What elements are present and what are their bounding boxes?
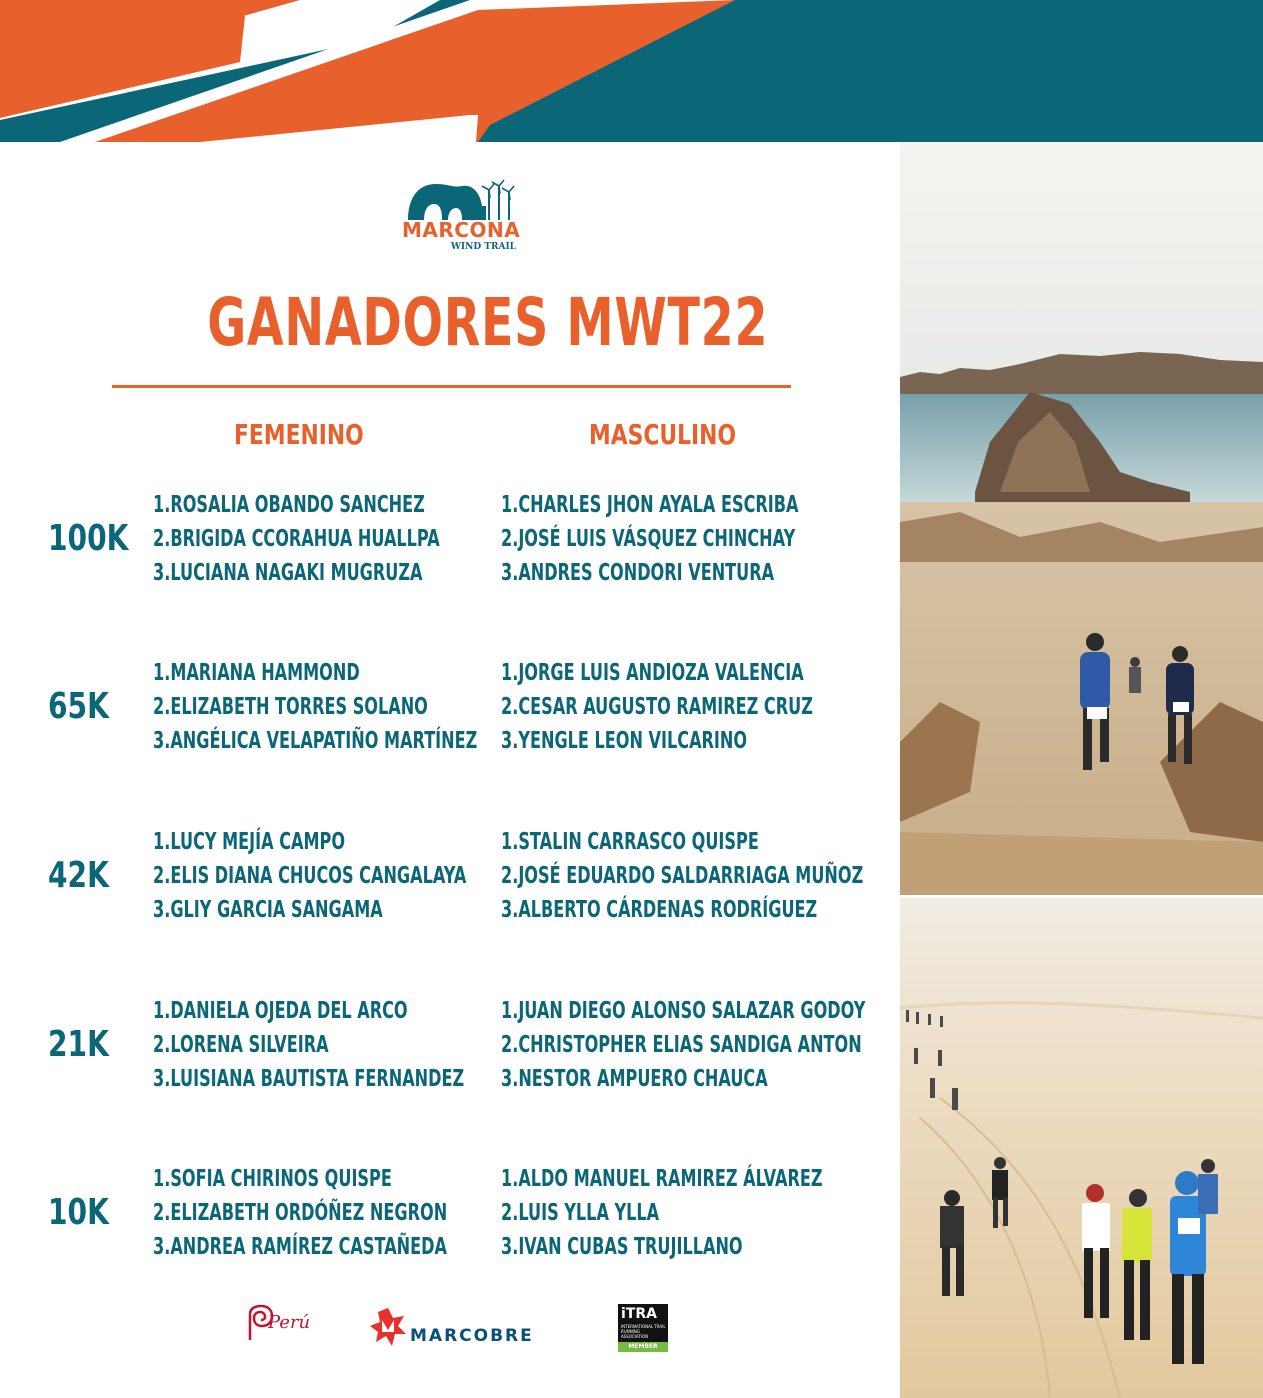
distance-label: 10K [48, 1192, 109, 1233]
list-item: 2.ELIS DIANA CHUCOS CANGALAYA [153, 863, 467, 889]
distance-label: 100K [48, 518, 129, 559]
marcona-logo-icon [402, 178, 522, 222]
list-item: 1.MARIANA HAMMOND [153, 660, 360, 686]
list-item: 2.CHRISTOPHER ELIAS SANDIGA ANTON [501, 1032, 862, 1058]
list-item: 2.ELIZABETH ORDÓÑEZ NEGRON [153, 1200, 448, 1226]
logo-name: MARCONA [402, 218, 521, 242]
list-item: 3.NESTOR AMPUERO CHAUCA [501, 1066, 768, 1092]
column-header-femenino: FEMENINO [234, 418, 364, 451]
header-stripes [0, 0, 1263, 142]
list-item: 2.JOSÉ EDUARDO SALDARRIAGA MUÑOZ [501, 863, 864, 889]
list-item: 1.STALIN CARRASCO QUISPE [501, 829, 759, 855]
list-item: 1.DANIELA OJEDA DEL ARCO [153, 998, 408, 1024]
desert-runners-photo [900, 898, 1263, 1398]
list-item: 2.LORENA SILVEIRA [153, 1032, 329, 1058]
list-item: 3.LUCIANA NAGAKI MUGRUZA [153, 560, 423, 586]
marcona-logo [402, 178, 522, 260]
list-item: 1.SOFIA CHIRINOS QUISPE [153, 1166, 392, 1192]
list-item: 1.JORGE LUIS ANDIOZA VALENCIA [501, 660, 804, 686]
list-item: 1.LUCY MEJÍA CAMPO [153, 829, 346, 855]
list-item: 3.ANGÉLICA VELAPATIÑO MARTÍNEZ [153, 728, 478, 754]
itra-logo-caption: INTERNATIONAL TRAIL RUNNING ASSOCIATION [621, 1324, 666, 1339]
title-divider [112, 385, 791, 388]
column-header-masculino: MASCULINO [589, 418, 737, 451]
list-item: 3.ANDRES CONDORI VENTURA [501, 560, 775, 586]
header-band [0, 0, 1263, 142]
winners-list-masculino [501, 1162, 960, 1264]
list-item: 3.LUISIANA BAUTISTA FERNANDEZ [153, 1066, 465, 1092]
list-item: 3.ANDREA RAMÍREZ CASTAÑEDA [153, 1234, 447, 1260]
list-item: 1.ALDO MANUEL RAMIREZ ÁLVAREZ [501, 1166, 823, 1192]
list-item: 2.JOSÉ LUIS VÁSQUEZ CHINCHAY [501, 526, 796, 552]
list-item: 1.ROSALIA OBANDO SANCHEZ [153, 492, 425, 518]
list-item: 3.ALBERTO CÁRDENAS RODRÍGUEZ [501, 897, 818, 923]
winners-list-masculino [501, 488, 926, 590]
list-item: 2.ELIZABETH TORRES SOLANO [153, 694, 428, 720]
itra-member-badge: MEMBER [618, 1342, 668, 1352]
marcobre-logo-icon [368, 1306, 408, 1348]
list-item: 1.CHARLES JHON AYALA ESCRIBA [501, 492, 799, 518]
page-title: GANADORES MWT22 [207, 284, 769, 361]
marcobre-logo [368, 1306, 572, 1348]
coastal-runners-photo [900, 142, 1263, 895]
list-item: 2.BRIGIDA CCORAHUA HUALLPA [153, 526, 440, 552]
winners-list-masculino [501, 656, 947, 758]
list-item: 3.IVAN CUBAS TRUJILLANO [501, 1234, 743, 1260]
logo-subtitle: WIND TRAIL [450, 242, 516, 252]
itra-logo [618, 1304, 668, 1352]
distance-label: 65K [48, 686, 109, 727]
itra-logo-text: iTRA [621, 1306, 657, 1322]
list-item: 3.YENGLE LEON VILCARINO [501, 728, 748, 754]
distance-label: 21K [48, 1024, 109, 1065]
peru-logo-text: Perú [268, 1312, 311, 1333]
list-item: 2.LUIS YLLA YLLA [501, 1200, 660, 1226]
list-item: 3.GLIY GARCIA SANGAMA [153, 897, 383, 923]
marcobre-logo-text: MARCOBRE [410, 1326, 534, 1346]
itra-logo-icon [618, 1304, 668, 1342]
distance-label: 42K [48, 855, 109, 896]
peru-logo [246, 1304, 320, 1348]
list-item: 1.JUAN DIEGO ALONSO SALAZAR GODOY [501, 998, 866, 1024]
list-item: 2.CESAR AUGUSTO RAMIREZ CRUZ [501, 694, 813, 720]
